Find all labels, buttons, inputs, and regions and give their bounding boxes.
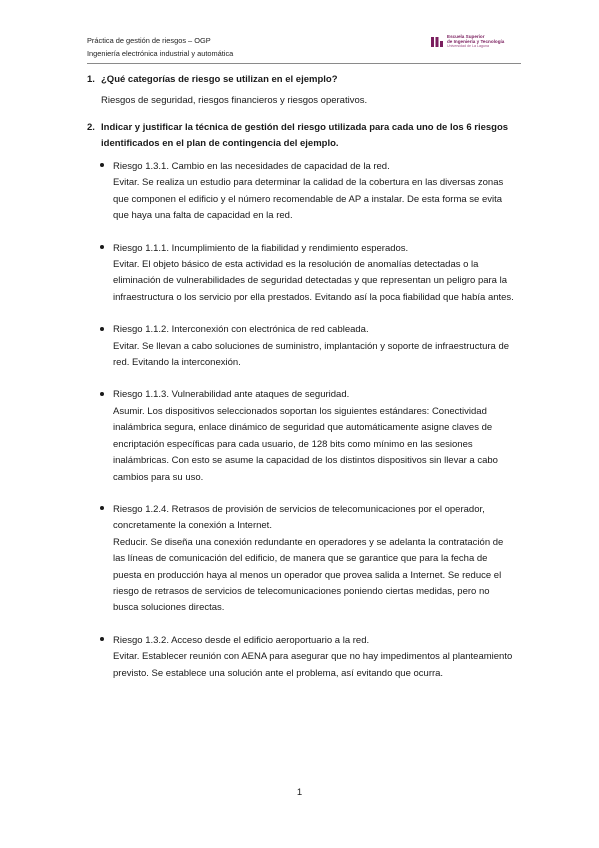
bullet-icon	[100, 392, 104, 396]
list-item	[87, 502, 517, 617]
bullet-icon	[100, 163, 104, 167]
risk-title: Riesgo 1.1.2. Interconexión con electrónica de red cableada.	[113, 324, 369, 336]
risk-body: Evitar. Se llevan a cabo soluciones de suministro, implantación y soporte de infraestructura de red. Evitando la interconexión.	[113, 340, 510, 369]
page-number: 1	[296, 787, 303, 798]
document-body	[87, 72, 517, 698]
risk-title: Riesgo 1.2.4. Retrasos de provisión de servicios de telecomunicaciones por el operador, concretamente la conexión a Internet.	[113, 503, 485, 532]
logo-line-2: de Ingeniería y Tecnología	[447, 39, 505, 45]
question-text: Indicar y justificar la técnica de gestión del riesgo utilizada para cada uno de los 6 riesgos identificados en el plan de contingencia del ejemplo.	[101, 122, 509, 149]
bullet-icon	[100, 506, 104, 510]
risk-body: Reducir. Se diseña una conexión redundante en operadores y se adelanta la contratación de las líneas de comunicación del edificio, de manera que se garantice que para la fecha de puesta en producción haya al menos un operador que provea salida a Internet. Se reduce el riesgo de retrasos de servicios de telecomunicaciones poniendo ciertas medidas, pero no busca soluciones directas.	[113, 536, 504, 614]
question-number: 2.	[87, 122, 95, 133]
risk-body: Evitar. El objeto básico de esta actividad es la resolución de anomalías detectadas o la eliminación de vulnerabilidades de seguridad detectadas y que representan un peligro para la infraestructura o los servicio por ella prestados. Evitando así la poca fiabilidad que había antes.	[113, 259, 514, 303]
risk-body: Evitar. Se realiza un estudio para determinar la calidad de la cobertura en las diversas zonas que componen el edificio y el número recomendable de AP a instalar. De esta forma se evita que haya una falta de capacidad en la red.	[113, 177, 504, 222]
question-1	[87, 72, 517, 88]
risk-title: Riesgo 1.3.1. Cambio en las necesidades de capacidad de la red.	[113, 161, 390, 172]
bullet-icon	[100, 637, 104, 641]
list-item	[87, 387, 517, 485]
risk-title: Riesgo 1.1.3. Vulnerabilidad ante ataques de seguridad.	[113, 389, 350, 401]
risk-title: Riesgo 1.1.1. Incumplimiento de la fiabilidad y rendimiento esperados.	[113, 242, 409, 254]
university-logo	[430, 34, 504, 50]
risk-body: Asumir. Los dispositivos seleccionados soportan los siguientes estándares: Conectividad inalámbrica segura, enlace dinámico de seguridad que automáticamente asigne claves de encriptación específicas para cada usuario, de 128 bits como mínimo en las sesiones inalámbricas. Con esto se asume la capacidad de los distintos dispositivos sin llevar a cabo cambios para su uso.	[113, 405, 498, 483]
logo-line-1: Escuela Superior	[447, 34, 485, 39]
logo-line-3: Universidad de La Laguna	[447, 44, 489, 49]
header-course-title: Práctica de gestión de riesgos – OGP	[87, 36, 211, 45]
risk-title: Riesgo 1.3.2. Acceso desde el edificio aeroportuario a la red.	[113, 634, 370, 646]
header-divider	[87, 63, 521, 64]
risk-list	[87, 159, 517, 682]
question-number: 1.	[87, 74, 95, 85]
list-item	[87, 241, 517, 307]
answer-1: Riesgos de seguridad, riesgos financieros y riesgos operativos.	[101, 95, 368, 106]
list-item	[87, 633, 517, 682]
list-item	[87, 322, 517, 371]
list-item	[87, 159, 517, 225]
question-text: ¿Qué categorías de riesgo se utilizan en el ejemplo?	[101, 74, 338, 85]
question-2	[87, 120, 517, 152]
bullet-icon	[100, 327, 104, 331]
header-degree-title: Ingeniería electrónica industrial y automática	[87, 49, 234, 58]
risk-body: Evitar. Establecer reunión con AENA para asegurar que no hay impedimentos al planteamiento previsto. Se establece una solución ante el problema, así evitando que ocurra.	[113, 651, 513, 679]
bullet-icon	[100, 245, 104, 249]
university-logo-icon	[430, 36, 444, 48]
